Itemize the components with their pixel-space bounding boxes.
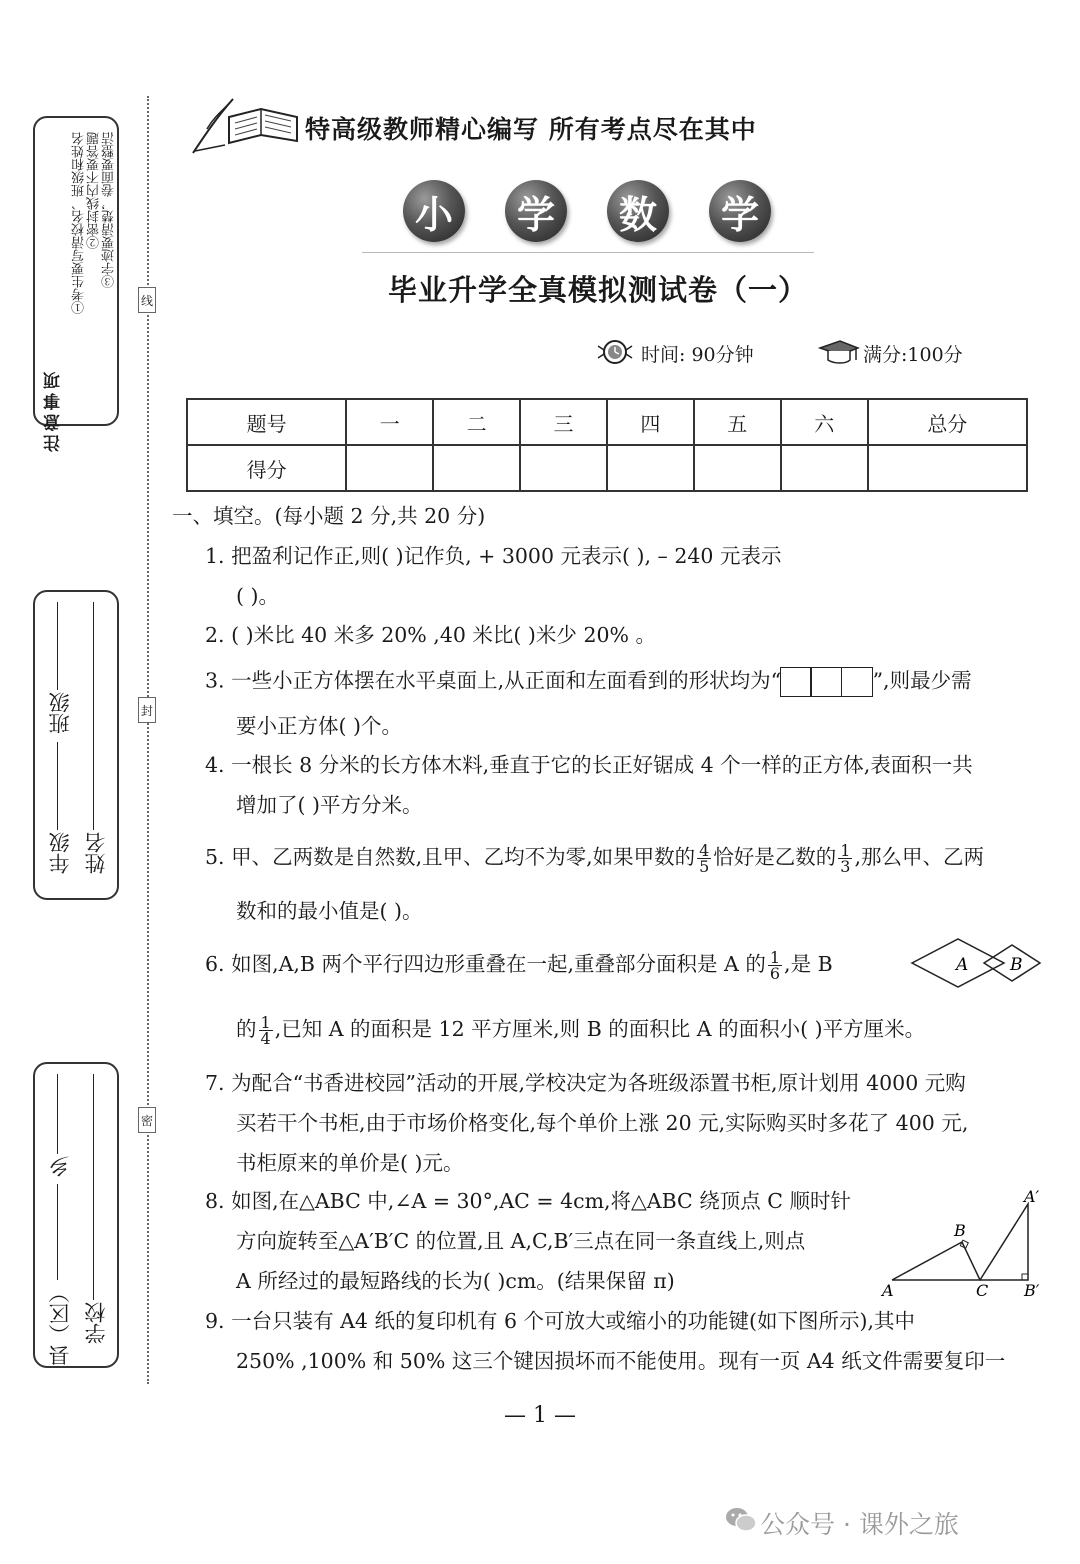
vertex-label-a: A: [882, 1281, 894, 1300]
notes-box: [33, 116, 119, 452]
question-6-line-2: [236, 1015, 925, 1046]
question-3-line-1: [205, 667, 972, 697]
vertex-label-b-prime: B′: [1024, 1281, 1040, 1300]
question-4-line-1: 4. 一根长 8 分米的长方体木料,垂直于它的长正好锯成 4 个一样的正方体,表面积一共: [205, 753, 973, 777]
section-title: 一、填空。(每小题 2 分,共 20 分): [172, 504, 486, 528]
fraction-1-4: $\frac{1}{4}$: [260, 1013, 271, 1048]
title-char-1: 小: [403, 180, 465, 242]
seal-mark-secret: 密: [138, 1107, 156, 1133]
question-5-line-2: 数和的最小值是( )。: [236, 899, 423, 923]
watermark-text: 公众号 · 课外之旅: [760, 1510, 959, 1539]
question-5-line-1: [205, 843, 984, 874]
note-3: ③字迹要清楚，卷面要整洁: [102, 132, 117, 288]
question-9-line-2: 250% ,100% 和 50% 这三个键因损坏而不能使用。现有一页 A4 纸文件需要复印一: [236, 1349, 1006, 1373]
school-info-box: [33, 1062, 119, 1368]
triangle-rotation-figure: [878, 1184, 1048, 1300]
score-table: [186, 398, 1028, 492]
county-blank[interactable]: [57, 1184, 58, 1280]
score-table-cell: 一: [346, 399, 433, 445]
score-row-label: 得分: [187, 445, 346, 491]
question-8-line-1: 8. 如图,在△ABC 中,∠A = 30°,AC = 4cm,将△ABC 绕顶点 C 顺时针: [205, 1189, 851, 1213]
grade-blank[interactable]: [57, 742, 58, 830]
question-5-text-c: ,那么甲、乙两: [854, 845, 985, 869]
book-quill-logo: [185, 95, 303, 157]
title-char-3: 数: [607, 180, 669, 242]
score-cell[interactable]: [694, 445, 781, 491]
page-number: — 1 —: [504, 1403, 576, 1428]
clock-icon: [594, 338, 636, 366]
exam-subtitle: 毕业升学全真模拟测试卷（一）: [388, 273, 809, 307]
fraction-1-6: $\frac{1}{6}$: [769, 948, 781, 983]
vertex-label-c: C: [976, 1281, 989, 1300]
question-3-text-b: ”,则最少需: [872, 668, 972, 693]
figure-label-b: B: [1010, 955, 1023, 975]
name-label: 姓名: [84, 832, 108, 874]
time-limit: 时间: 90分钟: [641, 344, 754, 366]
score-table-cell: 六: [781, 399, 868, 445]
class-blank[interactable]: [57, 602, 58, 690]
name-blank[interactable]: [93, 602, 94, 830]
question-6-text-a: 6. 如图,A,B 两个平行四边形重叠在一起,重叠部分面积是 A 的: [205, 952, 766, 976]
question-7-line-1: 7. 为配合“书香进校园”活动的开展,学校决定为各班级添置书柜,原计划用 4000 元购: [205, 1071, 966, 1095]
score-table-cell: 总分: [868, 399, 1027, 445]
question-6-text-b: ,是 B: [784, 952, 833, 976]
question-8-line-2: 方向旋转至△A′B′C 的位置,且 A,C,B′三点在同一条直线上,则点: [236, 1229, 806, 1253]
square: [841, 667, 873, 697]
seal-mark-seal: 封: [138, 697, 156, 723]
school-blank[interactable]: [93, 1074, 94, 1300]
full-score: 满分:100分: [863, 344, 963, 366]
banner-text: 特高级教师精心编写 所有考点尽在其中: [305, 115, 757, 144]
question-9-line-1: 9. 一台只装有 A4 纸的复印机有 6 个可放大或缩小的功能键(如下图所示),其中: [205, 1309, 916, 1333]
vertex-label-a-prime: A′: [1024, 1187, 1040, 1206]
note-2: ②密封线内不要答题: [87, 132, 102, 249]
score-cell[interactable]: [607, 445, 694, 491]
question-5-text-b: 恰好是乙数的: [713, 845, 837, 869]
fraction-4-5: $\frac{4}{5}$: [699, 841, 710, 876]
three-squares-figure: [781, 667, 873, 697]
question-3-text-a: 3. 一些小正方体摆在水平桌面上,从正面和左面看到的形状均为“: [205, 668, 782, 693]
seal-mark-line: 线: [138, 287, 156, 313]
square: [780, 667, 812, 697]
notes-heading: 注意事项: [44, 368, 64, 452]
township-label: 乡: [48, 1156, 72, 1177]
question-3-line-2: 要小正方体( )个。: [236, 714, 403, 738]
score-cell[interactable]: [433, 445, 520, 491]
wechat-icon: [724, 1505, 758, 1535]
student-info-box: [33, 590, 119, 900]
question-6-text-c: 的: [236, 1017, 257, 1041]
question-6-line-1: [205, 950, 833, 981]
graduation-cap-icon: [816, 338, 860, 366]
class-label: 班级: [48, 692, 72, 734]
question-1-line-1: 1. 把盈利记作正,则( )记作负, + 3000 元表示( ), – 240 元表示: [205, 544, 782, 568]
score-table-score-row: [187, 445, 1027, 491]
question-1-line-2: ( )。: [236, 584, 280, 608]
note-1: ①考生要写清校名、班级和姓名: [72, 132, 87, 314]
question-7-line-2: 买若干个书柜,由于市场价格变化,每个单价上涨 20 元,实际购买时多花了 400 元,: [236, 1111, 969, 1135]
question-8-line-3: A 所经过的最短路线的长为( )cm。(结果保留 π): [236, 1269, 675, 1293]
school-label: 学校: [84, 1302, 108, 1344]
grade-label: 年级: [48, 832, 72, 874]
parallelogram-overlap-figure: [908, 935, 1044, 991]
figure-label-a: A: [956, 955, 969, 975]
score-table-cell: 题号: [187, 399, 346, 445]
title-divider: [362, 252, 814, 253]
question-7-line-3: 书柜原来的单价是( )元。: [236, 1151, 464, 1175]
score-table-cell: 二: [433, 399, 520, 445]
score-table-cell: 四: [607, 399, 694, 445]
question-4-line-2: 增加了( )平方分米。: [236, 793, 423, 817]
question-5-text-a: 5. 甲、乙两数是自然数,且甲、乙均不为零,如果甲数的: [205, 845, 696, 869]
score-table-cell: 五: [694, 399, 781, 445]
title-char-4: 学: [709, 180, 771, 242]
score-cell[interactable]: [520, 445, 607, 491]
score-table-cell: 三: [520, 399, 607, 445]
square: [810, 667, 842, 697]
county-label: 县（区）: [48, 1282, 72, 1366]
score-table-header-row: [187, 399, 1027, 445]
title-char-2: 学: [505, 180, 567, 242]
score-cell[interactable]: [346, 445, 433, 491]
fraction-1-3: $\frac{1}{3}$: [840, 841, 851, 876]
score-cell[interactable]: [781, 445, 868, 491]
question-6-text-d: ,已知 A 的面积是 12 平方厘米,则 B 的面积比 A 的面积小( )平方厘米。: [274, 1017, 926, 1041]
question-2: 2. ( )米比 40 米多 20% ,40 米比( )米少 20% 。: [205, 623, 657, 647]
vertex-label-b: B: [954, 1221, 966, 1240]
township-blank[interactable]: [57, 1074, 58, 1154]
score-cell[interactable]: [868, 445, 1027, 491]
